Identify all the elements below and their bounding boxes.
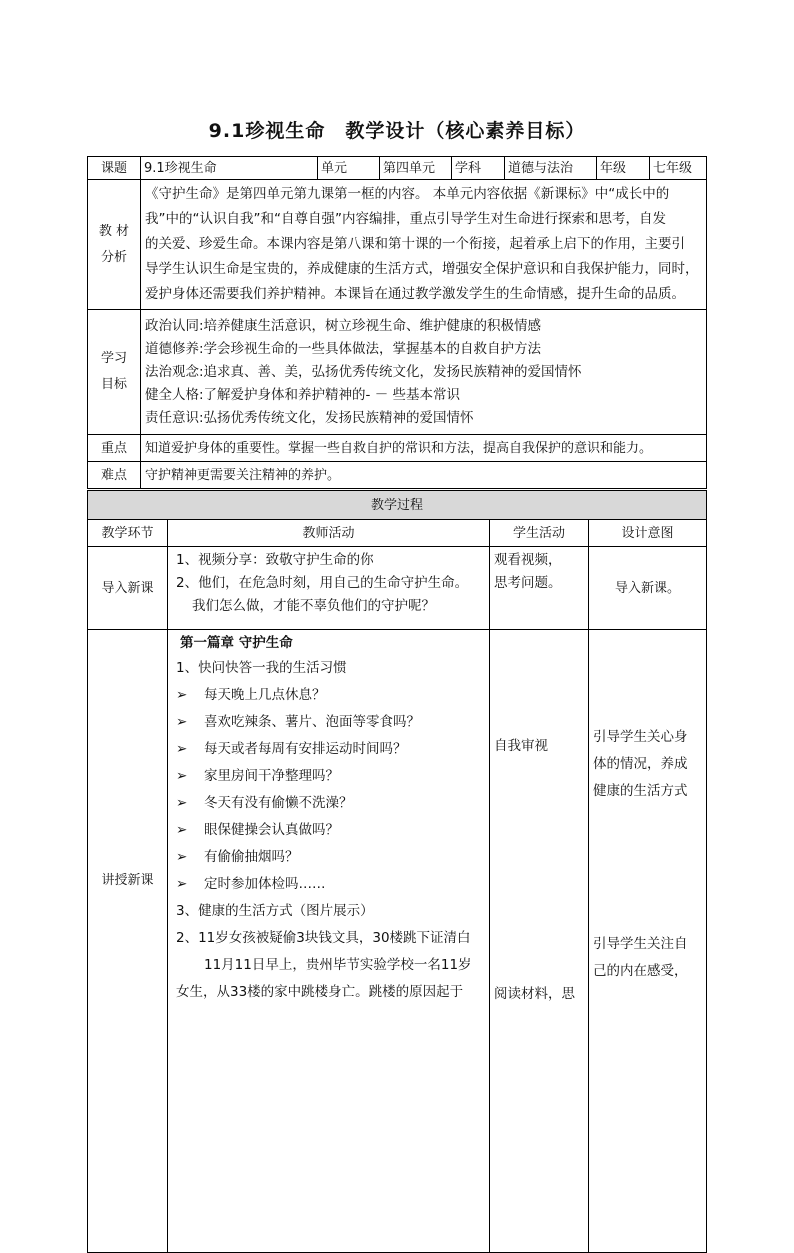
intro-teacher: [168, 547, 490, 630]
arrow-bullet-icon: ➢: [176, 714, 188, 730]
chapter-heading: 第一篇章 守护生命: [180, 635, 293, 651]
analysis-line: 爱护身体还需要我们养护精神。本课旨在通过教学激发学生的生命情感，提升生命的品质。: [145, 286, 685, 302]
difficulty-label: 难点: [88, 462, 141, 489]
arrow-bullet-icon: ➢: [176, 822, 188, 838]
goal-line: 法治观念:追求真、善、美，弘扬优秀传统文化，发扬民族精神的爱国情怀: [145, 363, 582, 380]
difficulty-row: [88, 462, 707, 489]
overview-table: [87, 156, 707, 489]
page-title: 9.1珍视生命 教学设计（核心素养目标）: [208, 120, 586, 142]
story-line: 女生，从33楼的家中跳楼身亡。跳楼的原因起于: [176, 984, 464, 1000]
question-text: 每天或者每周有安排运动时间吗？: [204, 741, 407, 757]
intent-block-2: [593, 931, 702, 985]
analysis-label: [88, 180, 141, 310]
unit-value: 第四单元: [380, 157, 452, 180]
intent-line: 引导学生关心身: [593, 729, 688, 745]
question-item: [172, 844, 485, 871]
analysis-text: [141, 180, 707, 310]
goals-text: [141, 310, 707, 435]
student-activity-2: 阅读材料，思: [494, 986, 575, 1002]
header-intent: 设计意图: [589, 520, 707, 547]
process-header-row: [88, 520, 707, 547]
question-item: [172, 709, 485, 736]
unit-label: 单元: [318, 157, 380, 180]
arrow-bullet-icon: ➢: [176, 849, 188, 865]
process-banner: 教学过程: [88, 491, 707, 520]
analysis-line: 的关爱、珍爱生命。本课内容是第八课和第十课的一个衔接，起着承上启下的作用，主要引: [145, 236, 685, 252]
intro-stage: 导入新课: [88, 547, 168, 630]
lecture-intent: [589, 630, 707, 1253]
intent-block-1: [593, 724, 702, 805]
process-table: [87, 490, 707, 1253]
goal-line: 健全人格:了解爱护身体和养护精神的- － 些基本常识: [145, 386, 461, 403]
lecture-item-2: 2、11岁女孩被疑偷3块钱文具，30楼跳下证清白: [176, 930, 471, 946]
goal-line: 道德修养:学会珍视生命的一些具体做法，掌握基本的自救自护方法: [145, 340, 542, 357]
question-item: [172, 790, 485, 817]
intro-teacher-line: 1、视频分享：致敬守护生命的你: [176, 552, 374, 568]
question-text: 眼保健操会认真做吗？: [204, 822, 339, 838]
intro-student: [490, 547, 589, 630]
intent-line: 引导学生关注自: [593, 936, 688, 952]
intro-student-line: 观看视频，: [494, 552, 562, 568]
key-point-text: 知道爱护身体的重要性。掌握一些自救自护的常识和方法，提高自我保护的意识和能力。: [141, 435, 707, 462]
analysis-line: 导学生认识生命是宝贵的，养成健康的生活方式，增强安全保护意识和自我保护能力，同时，: [145, 261, 699, 277]
arrow-bullet-icon: ➢: [176, 687, 188, 703]
difficulty-text: 守护精神更需要关注精神的养护。: [141, 462, 707, 489]
question-text: 定时参加体检吗……: [204, 876, 326, 892]
lecture-row: [88, 630, 707, 1253]
goals-row: [88, 310, 707, 435]
header-teacher: 教师活动: [168, 520, 490, 547]
intro-teacher-line: 2、他们，在危急时刻，用自己的生命守护生命。: [176, 575, 469, 591]
intro-intent: 导入新课。: [589, 547, 707, 630]
analysis-label-line: 分析: [100, 249, 127, 265]
subject-label: 学科: [452, 157, 505, 180]
intro-teacher-line: 我们怎么做，才能不辜负他们的守护呢？: [192, 598, 435, 614]
goal-line: 责任意识:弘扬优秀传统文化，发扬民族精神的爱国情怀: [145, 409, 474, 426]
goals-label-line: 目标: [100, 377, 127, 392]
lecture-teacher: [168, 630, 490, 1253]
question-item: [172, 817, 485, 844]
topic-value: 9.1珍视生命: [141, 157, 318, 180]
intent-line: 己的内在感受，: [593, 963, 688, 979]
question-item: [172, 736, 485, 763]
key-point-label: 重点: [88, 435, 141, 462]
grade-value: 七年级: [650, 157, 707, 180]
question-item: [172, 682, 485, 709]
question-text: 有偷偷抽烟吗？: [204, 849, 299, 865]
lecture-item-3: 3、健康的生活方式（图片展示）: [176, 903, 374, 919]
header-student: 学生活动: [490, 520, 589, 547]
arrow-bullet-icon: ➢: [176, 795, 188, 811]
arrow-bullet-icon: ➢: [176, 768, 188, 784]
goals-label-line: 学习: [100, 351, 127, 366]
analysis-label-line: 教 材: [98, 223, 130, 239]
info-row: [88, 157, 707, 180]
story-line: 11月11日早上，贵州毕节实验学校一名11岁: [204, 957, 472, 973]
question-item: [172, 871, 485, 898]
arrow-bullet-icon: ➢: [176, 741, 188, 757]
intent-line: 健康的生活方式: [593, 783, 688, 799]
question-text: 每天晚上几点休息？: [204, 687, 326, 703]
analysis-line: 我”中的“认识自我”和“自尊自强”内容编排，重点引导学生对生命进行探索和思考，自发: [145, 211, 666, 227]
intent-line: 体的情况，养成: [593, 756, 688, 772]
key-point-row: [88, 435, 707, 462]
lecture-item-1: 1、快问快答一我的生活习惯: [176, 660, 347, 676]
header-stage: 教学环节: [88, 520, 168, 547]
goal-line: 政治认同:培养健康生活意识，树立珍视生命、维护健康的积极情感: [145, 317, 542, 334]
question-text: 喜欢吃辣条、薯片、泡面等零食吗？: [204, 714, 420, 730]
analysis-line: 《守护生命》是第四单元第九课第一框的内容。 本单元内容依据《新课标》中“成长中的: [145, 186, 670, 202]
analysis-row: [88, 180, 707, 310]
subject-value: 道德与法治: [505, 157, 597, 180]
goals-label: [88, 310, 141, 435]
question-item: [172, 763, 485, 790]
question-text: 冬天有没有偷懒不洗澡？: [204, 795, 353, 811]
arrow-bullet-icon: ➢: [176, 876, 188, 892]
lecture-student: [490, 630, 589, 1253]
student-activity-1: 自我审视: [494, 738, 548, 754]
topic-label: 课题: [88, 157, 141, 180]
intro-row: [88, 547, 707, 630]
grade-label: 年级: [597, 157, 650, 180]
question-text: 家里房间干净整理吗？: [204, 768, 339, 784]
lecture-stage: 讲授新课: [88, 630, 168, 1253]
intro-student-line: 思考问题。: [494, 575, 562, 591]
